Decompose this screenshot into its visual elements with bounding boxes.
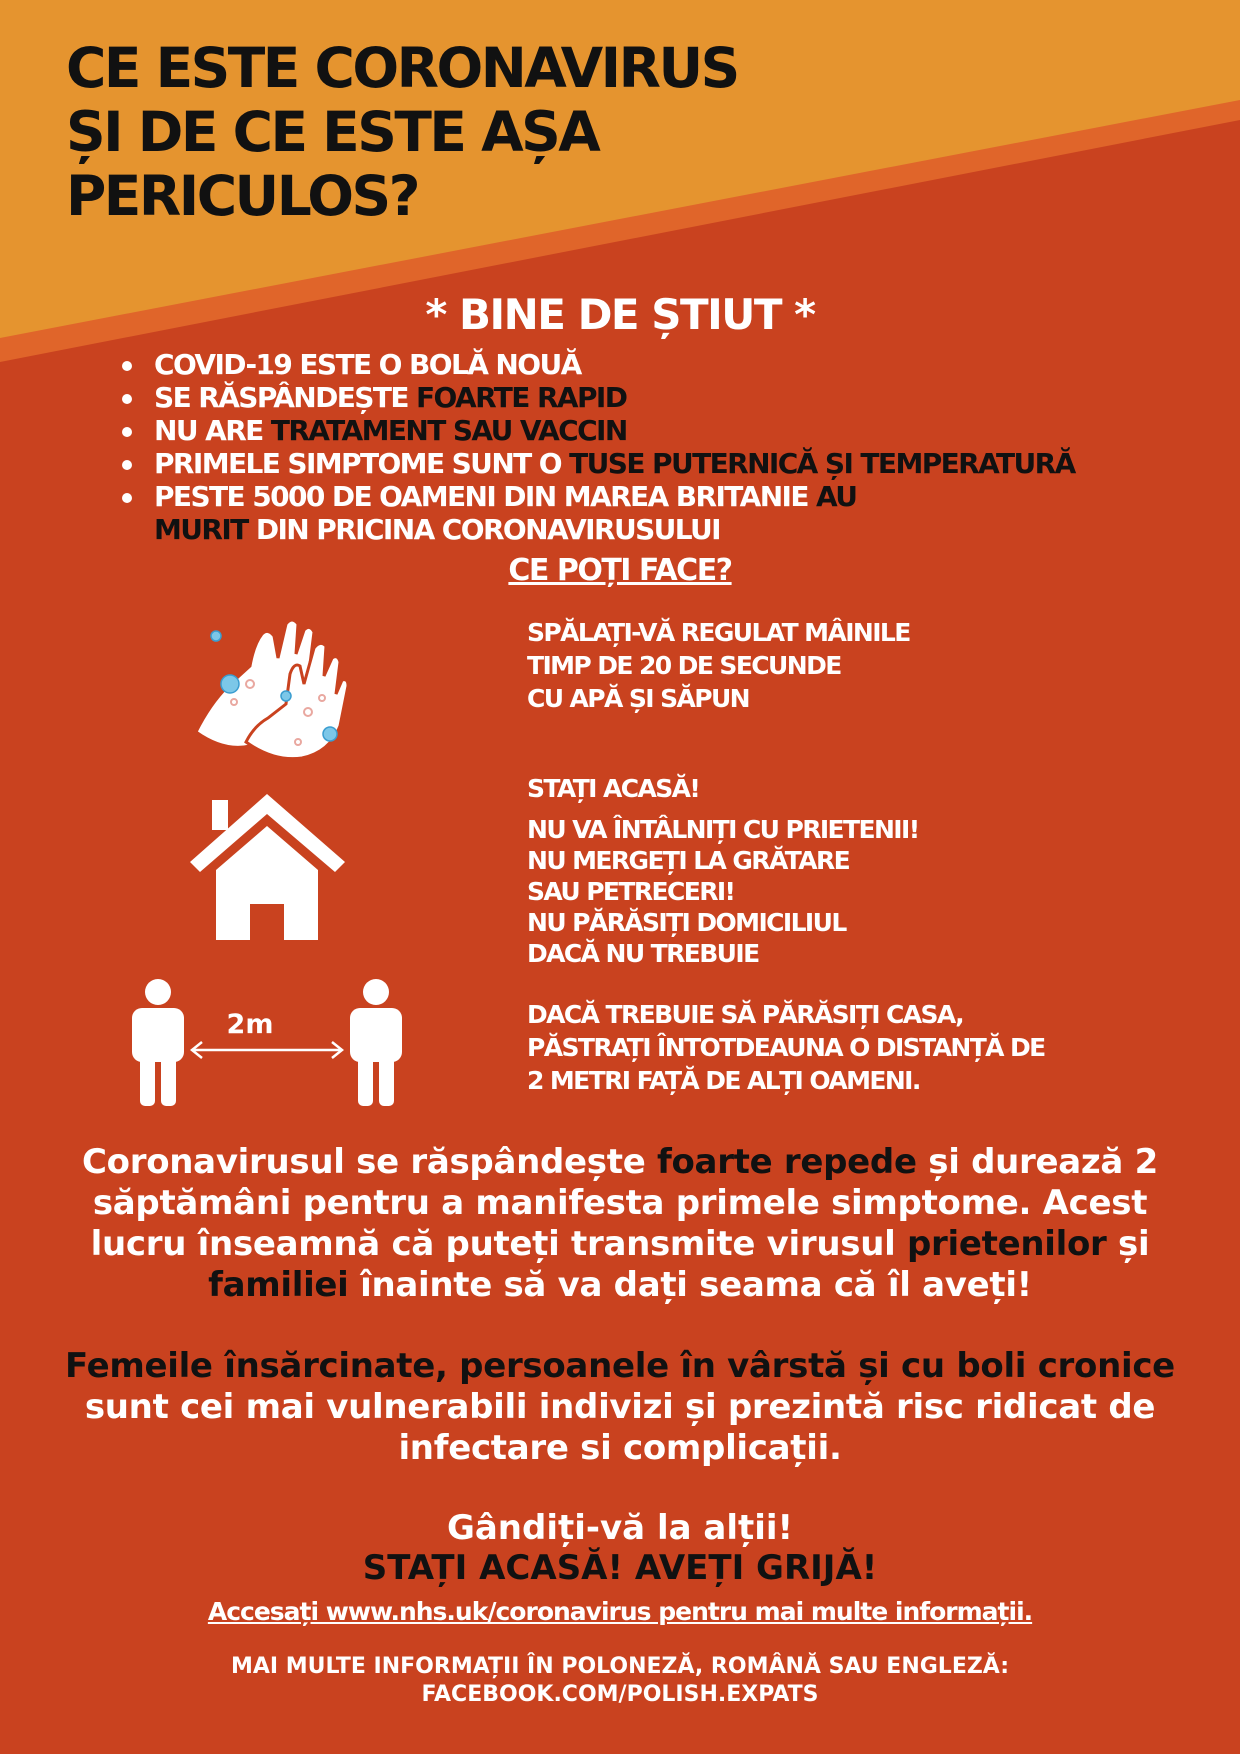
fact-text: COVID-19 ESTE O BOLĂ NOUĂ [154, 348, 581, 381]
fact-highlight: MURIT [154, 513, 248, 546]
fact-item [120, 414, 1075, 447]
paragraph-highlight: prietenilor [907, 1224, 1107, 1264]
action-line: TIMP DE 20 DE SECUNDE [527, 651, 841, 680]
paragraph-highlight: Femeile însărcinate, persoanele în vârstă și cu boli cronice [65, 1346, 1175, 1386]
paragraph-text: Coronavirusul se răspândește [82, 1142, 657, 1182]
footer [0, 1653, 1240, 1709]
closing-message [0, 1508, 1240, 1588]
action-line: SPĂLAȚI-VĂ REGULAT MÂINILE [527, 618, 910, 647]
action-line: 2 METRI FAȚĂ DE ALȚI OAMENI. [527, 1066, 920, 1095]
fact-highlight: FOARTE RAPID [416, 381, 627, 414]
action-stay-home [527, 773, 919, 969]
paragraph-text: și [1106, 1224, 1150, 1264]
social-distance-icon [126, 976, 408, 1106]
title-line-2: ȘI DE CE ESTE AȘA [66, 100, 599, 164]
closing-line-2: STAȚI ACASĂ! AVEȚI GRIJĂ! [362, 1548, 878, 1588]
distance-label: 2m [226, 1009, 274, 1040]
fact-highlight: TUSE PUTERNICĂ ȘI TEMPERATURĂ [569, 447, 1075, 480]
paragraph-text: și durează 2 săptămâni pentru a manifesta primele simptome. Acest lucru înseamnă că puteți transmite virusul [90, 1142, 1158, 1264]
action-line: STAȚI ACASĂ! [527, 774, 700, 803]
paragraph-text: înainte să va dați seama că îl aveți! [348, 1265, 1032, 1305]
page-title [66, 36, 738, 228]
action-line: NU MERGEȚI LA GRĂTARE [527, 846, 850, 875]
action-line: CU APĂ ȘI SĂPUN [527, 684, 749, 713]
fact-highlight: AU [816, 480, 857, 513]
good-to-know-heading: * BINE DE ȘTIUT * [425, 290, 815, 339]
fact-text: NU ARE [154, 414, 271, 447]
action-line: SAU PETRECERI! [527, 877, 735, 906]
closing-line-1: Gândiți-vă la alții! [446, 1508, 794, 1548]
facts-list [120, 348, 1075, 546]
fact-text: PESTE 5000 DE OAMENI DIN MAREA BRITANIE [154, 480, 817, 513]
spread-paragraph [40, 1142, 1200, 1306]
action-line: NU PĂRĂSIȚI DOMICILIUL [527, 908, 846, 937]
fact-item [120, 447, 1075, 480]
action-line: PĂSTRAȚI ÎNTOTDEAUNA O DISTANȚĂ DE [527, 1033, 1045, 1062]
paragraph-highlight: foarte repede [657, 1142, 917, 1182]
action-wash-hands [527, 616, 910, 715]
fact-item [120, 480, 1075, 546]
fact-text: PRIMELE SIMPTOME SUNT O [154, 447, 570, 480]
fact-item [120, 381, 1075, 414]
what-to-do-heading: CE POȚI FACE? [508, 553, 732, 588]
hand-washing-icon [190, 614, 350, 762]
action-line: DACĂ NU TREBUIE [527, 939, 759, 968]
fact-highlight: TRATAMENT SAU VACCIN [270, 414, 627, 447]
fact-item [120, 348, 1075, 381]
action-keep-distance [527, 998, 1045, 1097]
paragraph-text: sunt cei mai vulnerabili indivizi și prezintă risc ridicat de infectare si complicații. [84, 1387, 1156, 1468]
fact-text: DIN PRICINA CORONAVIRUSULUI [247, 513, 720, 546]
vulnerable-paragraph [40, 1346, 1200, 1469]
footer-line-2: FACEBOOK.COM/POLISH.EXPATS [421, 1682, 819, 1707]
nhs-link[interactable]: Accesați www.nhs.uk/coronavirus pentru mai multe informații. [207, 1597, 1033, 1626]
action-line: DACĂ TREBUIE SĂ PĂRĂSIȚI CASA, [527, 1000, 964, 1029]
footer-line-1: MAI MULTE INFORMAȚII ÎN POLONEZĂ, ROMÂNĂ SAU ENGLEZĂ: [230, 1654, 1010, 1679]
action-line: NU VA ÎNTÂLNIȚI CU PRIETENII! [527, 815, 919, 844]
house-icon [190, 792, 345, 940]
paragraph-highlight: familiei [208, 1265, 349, 1305]
title-line-1: CE ESTE CORONAVIRUS [66, 36, 738, 100]
fact-text: SE RĂSPÂNDEȘTE [154, 381, 417, 414]
title-line-3: PERICULOS? [66, 164, 419, 228]
